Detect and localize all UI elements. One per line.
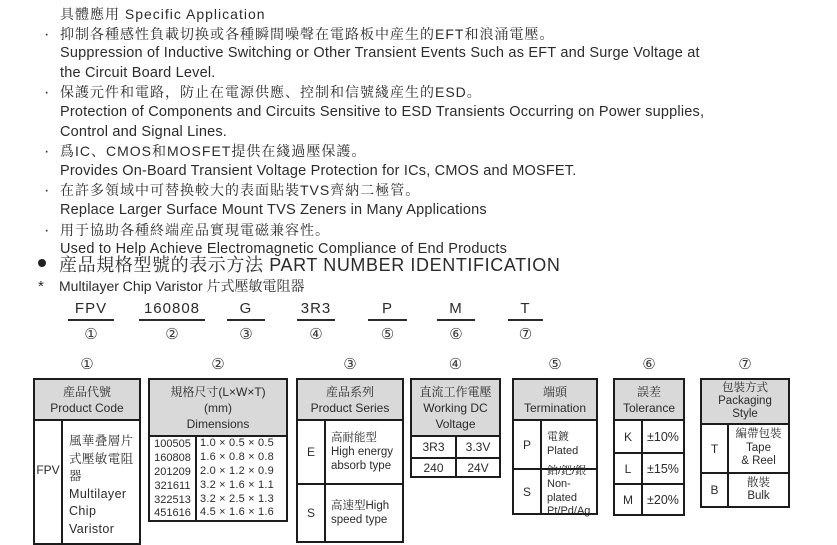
part-number-value: M	[437, 300, 475, 321]
table-box	[512, 378, 598, 515]
table-row	[514, 421, 596, 468]
row-key: FPV	[35, 421, 63, 543]
segment-index-badge: ⑦	[518, 326, 533, 343]
row-value-line: Chip	[69, 504, 97, 518]
row-value	[729, 474, 788, 506]
row-value-line: 鉑/鈀/銀	[547, 464, 587, 477]
line-text: 在許多領域中可替换較大的表面貼裝TVS齊納二極管。	[60, 182, 421, 199]
table-header-line: (mm)	[204, 401, 232, 415]
table-row	[514, 464, 596, 517]
table-header-line: Termination	[523, 401, 587, 415]
table-header-line: 誤差	[636, 385, 661, 399]
row-value	[542, 421, 596, 468]
text-line	[44, 44, 834, 64]
part-number-segment	[297, 300, 335, 343]
text-line	[44, 103, 834, 123]
row-value	[197, 437, 286, 451]
row-value	[63, 421, 139, 543]
part-number-segment	[227, 300, 265, 343]
table-header	[615, 380, 683, 421]
table-row	[702, 425, 788, 472]
row-value	[457, 437, 499, 457]
table-row	[150, 493, 286, 507]
bullet-dot: ·	[44, 221, 51, 239]
part-number-segment	[139, 300, 205, 343]
bullet-dot: ·	[44, 25, 51, 43]
table-row	[412, 457, 499, 476]
part-number-value: P	[368, 300, 407, 321]
table-row	[150, 437, 286, 451]
line-text: 抑制各種感性負載切换或各種瞬間噪聲在電路板中産生的EFT和浪涌電壓。	[60, 25, 555, 42]
part-number-segment	[508, 300, 543, 343]
table-header-line: Working DC	[423, 401, 488, 415]
segment-index-badge: ①	[84, 326, 98, 343]
text-line	[44, 64, 834, 84]
table-index-badge: ②	[211, 356, 225, 373]
row-value-line: absorb type	[331, 460, 392, 472]
part-number-subtitle	[38, 276, 305, 296]
table-box	[410, 378, 501, 478]
table-header	[150, 380, 286, 437]
table-index-badge: ⑥	[642, 356, 656, 373]
row-value	[197, 465, 286, 479]
line-text: 爲IC、CMOS和MOSFET提供在綫過壓保護。	[60, 143, 367, 160]
row-value	[643, 454, 683, 483]
table-row	[150, 451, 286, 465]
row-value-line: Non-plated	[547, 478, 577, 504]
row-value	[457, 459, 499, 476]
row-value	[643, 421, 683, 452]
table-header-line: Product Code	[50, 401, 124, 415]
row-value-line: 編帶包裝	[735, 428, 782, 441]
table-row	[615, 421, 683, 452]
table-header	[412, 380, 499, 437]
row-value	[542, 464, 596, 517]
row-value-line: High energy	[331, 446, 394, 458]
table-index-badge: ⑦	[738, 356, 752, 373]
table-box	[296, 378, 404, 543]
text-line	[44, 181, 834, 201]
segment-index-badge: ③	[239, 326, 253, 343]
row-value-line: 2.0 × 1.2 × 0.9	[200, 464, 274, 477]
line-text: the Circuit Board Level.	[60, 64, 216, 81]
row-value-line: Plated	[547, 444, 579, 457]
row-key: 3R3	[412, 437, 457, 457]
row-value-line: 電鍍	[547, 431, 569, 443]
row-value-line: Varistor	[69, 521, 115, 536]
table-box	[613, 378, 685, 516]
table-row	[150, 479, 286, 493]
bullet-dot: ·	[44, 84, 51, 102]
row-key: S	[514, 470, 542, 513]
part-number-segment	[437, 300, 475, 343]
part-number-value: 3R3	[297, 300, 335, 321]
row-key: B	[702, 474, 729, 506]
table-header-line: 包裝方式	[722, 382, 768, 394]
table-header	[35, 380, 139, 421]
line-text: Suppression of Inductive Switching or Other Transient Events Such as EFT and Surge Voltage at	[60, 45, 700, 62]
row-value-line: 器	[69, 469, 82, 483]
spec-table	[296, 356, 404, 543]
table-box	[148, 378, 288, 522]
table-header	[702, 380, 788, 425]
row-value-line: ±10%	[647, 429, 679, 444]
subtitle-text: Multilayer Chip Varistor 片式壓敏電阻器	[59, 278, 305, 294]
line-text: 保護元件和電路，防止在電源供應、控制和信號綫産生的ESD。	[60, 84, 482, 101]
line-text: Control and Signal Lines.	[60, 123, 228, 140]
line-text: 具體應用 Specific Application	[60, 6, 266, 22]
bullet-dot: ·	[44, 182, 51, 200]
row-value	[197, 493, 286, 507]
row-value-line: ±15%	[647, 461, 679, 476]
row-value	[326, 485, 402, 541]
section-title: 産品規格型號的表示方法 PART NUMBER IDENTIFICATION	[59, 255, 561, 275]
text-line	[44, 201, 834, 221]
row-value-line: 3.3V	[465, 440, 491, 454]
part-number-value: 160808	[139, 300, 205, 321]
row-value	[197, 479, 286, 493]
row-value-line: 3.2 × 1.6 × 1.1	[200, 478, 274, 491]
table-row	[298, 421, 402, 483]
table-header-line: 産品系列	[325, 385, 374, 399]
bullet-dot: ·	[44, 143, 51, 161]
asterisk-marker: *	[38, 278, 44, 295]
table-row	[150, 506, 286, 520]
part-number-heading	[38, 251, 561, 277]
table-header-line: Tolerance	[622, 401, 676, 415]
row-value-line: 高速型High	[331, 500, 390, 512]
segment-index-badge: ⑤	[380, 326, 395, 343]
row-value-line: 高耐能型	[331, 432, 377, 444]
row-key: 322513	[150, 493, 197, 507]
row-key: 240	[412, 459, 457, 476]
table-header-line: Style	[732, 408, 758, 420]
row-value-line: speed type	[331, 514, 388, 526]
applications-section	[44, 5, 834, 260]
table-row	[412, 437, 499, 457]
part-number-value: T	[508, 300, 543, 321]
table-header-line: 産品代號	[62, 385, 111, 399]
table-header	[298, 380, 402, 421]
table-row	[150, 465, 286, 479]
spec-table	[410, 356, 501, 478]
row-key: 321611	[150, 479, 197, 493]
table-row	[35, 421, 139, 543]
row-key: E	[298, 421, 326, 483]
text-line	[44, 221, 834, 241]
bullet-dot-icon	[38, 259, 46, 267]
table-row	[702, 472, 788, 506]
text-line	[44, 142, 834, 162]
text-line	[44, 83, 834, 103]
row-value-line: & Reel	[741, 455, 776, 468]
row-key: L	[615, 454, 643, 483]
table-box	[33, 378, 141, 545]
row-value-line: Bulk	[747, 490, 770, 502]
row-key: P	[514, 421, 542, 468]
table-index-badge: ③	[343, 356, 357, 373]
table-index-badge: ①	[80, 356, 94, 373]
line-text: Replace Larger Surface Mount TVS Zeners in Many Applications	[60, 201, 487, 218]
segment-index-badge: ⑥	[449, 326, 463, 343]
part-number-value: FPV	[68, 300, 114, 321]
row-value-line: 風華叠層片	[69, 434, 134, 448]
line-text: Provides On-Board Transient Voltage Protection for ICs, CMOS and MOSFET.	[60, 162, 577, 179]
row-key: 160808	[150, 451, 197, 465]
row-value	[729, 425, 788, 472]
table-row	[298, 483, 402, 541]
row-key: 100505	[150, 437, 197, 451]
row-value-line: 散裝	[747, 476, 770, 489]
segment-index-badge: ②	[165, 326, 179, 343]
row-value-line: 3.2 × 2.5 × 1.3	[200, 492, 274, 505]
segment-index-badge: ④	[309, 326, 323, 343]
text-line	[44, 5, 834, 25]
spec-table	[700, 356, 790, 508]
row-value-line: 1.6 × 0.8 × 0.8	[200, 450, 274, 463]
spec-table	[512, 356, 598, 515]
row-value	[197, 451, 286, 465]
spec-table	[33, 356, 141, 545]
row-value-line: Multilayer	[69, 486, 127, 501]
table-row	[615, 483, 683, 514]
row-key: 201209	[150, 465, 197, 479]
row-value	[643, 485, 683, 514]
table-header-line: Packaging	[718, 395, 772, 407]
part-number-segment	[368, 300, 407, 343]
row-key: M	[615, 485, 643, 514]
row-key: K	[615, 421, 643, 452]
part-number-value: G	[227, 300, 265, 321]
row-key: S	[298, 485, 326, 541]
text-line	[44, 25, 834, 45]
table-header-line: Dimensions	[186, 417, 250, 431]
row-value-line: Tape	[746, 441, 771, 454]
table-index-badge: ④	[448, 356, 463, 373]
line-text: 用于協助各種終端産品實現電磁兼容性。	[60, 221, 330, 238]
table-header-line: 直流工作電壓	[419, 385, 492, 399]
table-row	[615, 452, 683, 483]
row-value	[326, 421, 402, 483]
row-value-line: Pt/Pd/Ag	[547, 505, 591, 517]
table-header-line: Voltage	[435, 417, 476, 431]
table-index-badge: ⑤	[548, 356, 562, 373]
text-line	[44, 123, 834, 143]
spec-table	[148, 356, 288, 522]
row-value-line: 24V	[467, 460, 489, 475]
row-key: 451616	[150, 506, 197, 520]
row-value	[197, 506, 286, 520]
spec-table	[613, 356, 685, 516]
line-text: Used to Help Achieve Electromagnetic Compliance of End Products	[60, 241, 508, 258]
row-value-line: ±20%	[647, 492, 679, 507]
table-header-line: 規格尺寸(L×W×T)	[170, 385, 266, 399]
row-value-line: 式壓敏電阻	[69, 451, 134, 466]
line-text: Protection of Components and Circuits Sensitive to ESD Transients Occurring on Power supplies,	[60, 103, 705, 120]
text-line	[44, 162, 834, 182]
table-header	[514, 380, 596, 421]
row-value-line: 1.0 × 0.5 × 0.5	[200, 437, 274, 449]
part-number-segment	[68, 300, 114, 343]
table-header-line: 端頭	[542, 385, 567, 399]
row-key: T	[702, 425, 729, 472]
table-box	[700, 378, 790, 508]
row-value-line: 4.5 × 1.6 × 1.6	[200, 506, 274, 519]
table-header-line: Product Series	[310, 401, 390, 415]
